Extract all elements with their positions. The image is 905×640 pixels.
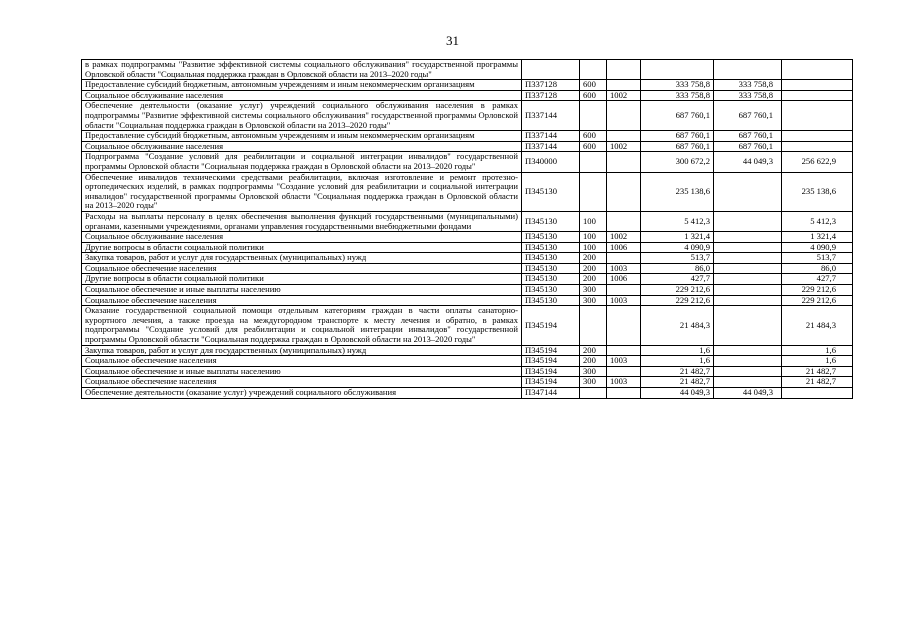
row-description: Закупка товаров, работ и услуг для государственных (муниципальных) нужд xyxy=(82,253,522,264)
row-expense-type xyxy=(580,60,607,80)
row-description: Подпрограмма "Создание условий для реабилитации и социальной интеграции инвалидов" государственной программы Орловской области "Социальная поддержка граждан в Орловской области на 2013–2020 годы" xyxy=(82,152,522,172)
row-amount-1 xyxy=(714,172,782,211)
row-description: Предоставление субсидий бюджетным, автономным учреждениям и иным некоммерческим организациям xyxy=(82,131,522,142)
row-amount-2: 21 482,7 xyxy=(782,366,853,377)
table-row xyxy=(82,295,853,306)
row-amount-2: 229 212,6 xyxy=(782,295,853,306)
page-number: 31 xyxy=(446,33,459,48)
row-amount-1: 687 760,1 xyxy=(714,101,782,131)
row-expense-type: 300 xyxy=(580,377,607,388)
row-amount-2 xyxy=(782,90,853,101)
row-expense-type: 300 xyxy=(580,295,607,306)
row-total-amount: 44 049,3 xyxy=(641,388,714,399)
row-target-code: П347144 xyxy=(522,388,580,399)
row-description: Предоставление субсидий бюджетным, автономным учреждениям и иным некоммерческим организациям xyxy=(82,80,522,91)
table-row xyxy=(82,152,853,172)
row-amount-1: 687 760,1 xyxy=(714,141,782,152)
row-description: Другие вопросы в области социальной политики xyxy=(82,274,522,285)
row-amount-1 xyxy=(714,242,782,253)
table-row xyxy=(82,274,853,285)
row-expense-type: 100 xyxy=(580,211,607,231)
row-total-amount: 513,7 xyxy=(641,253,714,264)
row-expense-type: 200 xyxy=(580,263,607,274)
row-description: Социальное обеспечение и иные выплаты населению xyxy=(82,366,522,377)
row-description: Оказание государственной социальной помощи отдельным категориям граждан в части оплаты санаторно-курортного лечения, а также проезда на междугородном транспорте к месту лечения и обратно, в рамках подпрограммы "Создание условий для реабилитации и социальной интеграции инвалидов" государственной программы Орловской области "Социальная поддержка граждан в Орловской области на 2013–2020 годы" xyxy=(82,306,522,345)
row-target-code: П345130 xyxy=(522,274,580,285)
row-description: Социальное обслуживание населения xyxy=(82,141,522,152)
row-total-amount: 687 760,1 xyxy=(641,131,714,142)
row-description: Социальное обслуживание населения xyxy=(82,232,522,243)
row-amount-2 xyxy=(782,388,853,399)
row-expense-type: 200 xyxy=(580,253,607,264)
row-amount-1 xyxy=(714,211,782,231)
row-total-amount: 1,6 xyxy=(641,356,714,367)
row-amount-2 xyxy=(782,141,853,152)
row-amount-2: 1 321,4 xyxy=(782,232,853,243)
row-total-amount: 687 760,1 xyxy=(641,101,714,131)
row-total-amount xyxy=(641,60,714,80)
row-target-code: П345130 xyxy=(522,242,580,253)
row-total-amount: 687 760,1 xyxy=(641,141,714,152)
row-amount-2 xyxy=(782,60,853,80)
row-expense-type: 100 xyxy=(580,232,607,243)
row-total-amount: 21 482,7 xyxy=(641,377,714,388)
row-expense-type: 200 xyxy=(580,345,607,356)
row-section-code: 1006 xyxy=(607,274,641,285)
row-amount-2: 256 622,9 xyxy=(782,152,853,172)
row-section-code: 1006 xyxy=(607,242,641,253)
row-amount-2: 21 482,7 xyxy=(782,377,853,388)
row-amount-2: 86,0 xyxy=(782,263,853,274)
row-target-code: П345130 xyxy=(522,285,580,296)
row-target-code: П337144 xyxy=(522,141,580,152)
row-total-amount: 86,0 xyxy=(641,263,714,274)
row-target-code: П337144 xyxy=(522,101,580,131)
row-section-code: 1003 xyxy=(607,295,641,306)
row-expense-type: 200 xyxy=(580,356,607,367)
row-section-code xyxy=(607,285,641,296)
table-row xyxy=(82,263,853,274)
row-expense-type: 100 xyxy=(580,242,607,253)
budget-table xyxy=(81,59,853,399)
table-row xyxy=(82,101,853,131)
row-target-code: П345194 xyxy=(522,356,580,367)
row-amount-2: 235 138,6 xyxy=(782,172,853,211)
table-row xyxy=(82,388,853,399)
row-total-amount: 229 212,6 xyxy=(641,295,714,306)
row-expense-type: 600 xyxy=(580,80,607,91)
row-amount-1 xyxy=(714,345,782,356)
table-row xyxy=(82,356,853,367)
row-total-amount: 5 412,3 xyxy=(641,211,714,231)
row-section-code: 1002 xyxy=(607,141,641,152)
row-amount-1 xyxy=(714,253,782,264)
row-target-code: П337128 xyxy=(522,80,580,91)
row-expense-type: 200 xyxy=(580,274,607,285)
row-description: Социальное обеспечение населения xyxy=(82,263,522,274)
row-total-amount: 1,6 xyxy=(641,345,714,356)
row-amount-1 xyxy=(714,263,782,274)
table-row xyxy=(82,211,853,231)
row-description: Социальное обеспечение населения xyxy=(82,295,522,306)
row-total-amount: 1 321,4 xyxy=(641,232,714,243)
row-expense-type: 600 xyxy=(580,90,607,101)
row-amount-2: 1,6 xyxy=(782,356,853,367)
row-description: Обеспечение деятельности (оказание услуг) учреждений социального обслуживания населения в рамках подпрограммы "Развитие эффективной системы социального обслуживания" государственной программы Орловской области "Социальная поддержка граждан в Орловской области на 2013–2020 годы" xyxy=(82,101,522,131)
row-expense-type: 600 xyxy=(580,131,607,142)
row-section-code xyxy=(607,152,641,172)
row-amount-1 xyxy=(714,232,782,243)
row-section-code xyxy=(607,306,641,345)
row-target-code: П337128 xyxy=(522,90,580,101)
table-row xyxy=(82,80,853,91)
row-section-code xyxy=(607,101,641,131)
table-row xyxy=(82,377,853,388)
row-section-code: 1002 xyxy=(607,232,641,243)
row-section-code xyxy=(607,366,641,377)
row-amount-2: 427,7 xyxy=(782,274,853,285)
row-amount-1: 44 049,3 xyxy=(714,388,782,399)
table-row xyxy=(82,232,853,243)
row-section-code xyxy=(607,172,641,211)
row-amount-1 xyxy=(714,274,782,285)
row-amount-2: 5 412,3 xyxy=(782,211,853,231)
row-expense-type xyxy=(580,172,607,211)
row-target-code: П345194 xyxy=(522,377,580,388)
row-total-amount: 300 672,2 xyxy=(641,152,714,172)
row-total-amount: 229 212,6 xyxy=(641,285,714,296)
row-section-code xyxy=(607,211,641,231)
row-amount-1: 687 760,1 xyxy=(714,131,782,142)
row-total-amount: 333 758,8 xyxy=(641,80,714,91)
row-amount-2: 4 090,9 xyxy=(782,242,853,253)
table-row xyxy=(82,253,853,264)
row-section-code xyxy=(607,80,641,91)
row-expense-type xyxy=(580,101,607,131)
row-description: Социальное обеспечение и иные выплаты населению xyxy=(82,285,522,296)
row-target-code: П345130 xyxy=(522,232,580,243)
row-description: Обеспечение инвалидов техническими средствами реабилитации, включая изготовление и ремонт протезно-ортопедических изделий, в рамках подпрограммы "Создание условий для реабилитации и социальной интеграции инвалидов" государственной программы Орловской области "Социальная поддержка граждан в Орловской области на 2013–2020 годы" xyxy=(82,172,522,211)
table-row xyxy=(82,285,853,296)
row-section-code: 1003 xyxy=(607,377,641,388)
table-row xyxy=(82,172,853,211)
row-target-code: П345130 xyxy=(522,172,580,211)
row-amount-2: 513,7 xyxy=(782,253,853,264)
row-amount-1 xyxy=(714,285,782,296)
row-amount-1 xyxy=(714,306,782,345)
row-amount-1 xyxy=(714,366,782,377)
row-total-amount: 21 482,7 xyxy=(641,366,714,377)
row-expense-type xyxy=(580,306,607,345)
row-expense-type xyxy=(580,388,607,399)
row-amount-2: 1,6 xyxy=(782,345,853,356)
row-amount-1: 333 758,8 xyxy=(714,90,782,101)
row-section-code xyxy=(607,60,641,80)
table-row xyxy=(82,366,853,377)
row-target-code xyxy=(522,60,580,80)
row-amount-2 xyxy=(782,131,853,142)
row-amount-2: 229 212,6 xyxy=(782,285,853,296)
row-amount-1 xyxy=(714,60,782,80)
row-target-code: П345130 xyxy=(522,263,580,274)
row-description: Закупка товаров, работ и услуг для государственных (муниципальных) нужд xyxy=(82,345,522,356)
row-total-amount: 235 138,6 xyxy=(641,172,714,211)
table-row xyxy=(82,131,853,142)
row-target-code: П345130 xyxy=(522,295,580,306)
table-row xyxy=(82,90,853,101)
row-target-code: П340000 xyxy=(522,152,580,172)
row-description: Социальное обслуживание населения xyxy=(82,90,522,101)
row-expense-type: 300 xyxy=(580,366,607,377)
row-total-amount: 21 484,3 xyxy=(641,306,714,345)
table-row xyxy=(82,141,853,152)
row-description: Расходы на выплаты персоналу в целях обеспечения выполнения функций государственными (муниципальными) органами, казенными учреждениями, органами управления государственными внебюджетными фондами xyxy=(82,211,522,231)
row-description: в рамках подпрограммы "Развитие эффективной системы социального обслуживания" государственной программы Орловской области "Социальная поддержка граждан в Орловской области на 2013–2020 годы" xyxy=(82,60,522,80)
row-total-amount: 427,7 xyxy=(641,274,714,285)
row-amount-1: 333 758,8 xyxy=(714,80,782,91)
row-target-code: П345194 xyxy=(522,366,580,377)
row-section-code xyxy=(607,253,641,264)
row-total-amount: 4 090,9 xyxy=(641,242,714,253)
row-section-code xyxy=(607,131,641,142)
row-section-code xyxy=(607,388,641,399)
row-expense-type: 300 xyxy=(580,285,607,296)
row-amount-1: 44 049,3 xyxy=(714,152,782,172)
row-target-code: П345194 xyxy=(522,306,580,345)
row-amount-2: 21 484,3 xyxy=(782,306,853,345)
row-target-code: П337144 xyxy=(522,131,580,142)
row-target-code: П345130 xyxy=(522,253,580,264)
row-amount-1 xyxy=(714,295,782,306)
row-description: Социальное обеспечение населения xyxy=(82,377,522,388)
row-expense-type xyxy=(580,152,607,172)
table-row xyxy=(82,345,853,356)
row-amount-2 xyxy=(782,80,853,91)
table-row xyxy=(82,242,853,253)
row-section-code: 1003 xyxy=(607,263,641,274)
row-amount-1 xyxy=(714,356,782,367)
row-total-amount: 333 758,8 xyxy=(641,90,714,101)
row-description: Обеспечение деятельности (оказание услуг) учреждений социального обслуживания xyxy=(82,388,522,399)
row-target-code: П345194 xyxy=(522,345,580,356)
row-description: Другие вопросы в области социальной политики xyxy=(82,242,522,253)
row-section-code: 1002 xyxy=(607,90,641,101)
table-row xyxy=(82,60,853,80)
row-section-code xyxy=(607,345,641,356)
budget-table-body xyxy=(82,60,853,399)
row-section-code: 1003 xyxy=(607,356,641,367)
row-amount-1 xyxy=(714,377,782,388)
row-target-code: П345130 xyxy=(522,211,580,231)
row-description: Социальное обеспечение населения xyxy=(82,356,522,367)
table-row xyxy=(82,306,853,345)
row-amount-2 xyxy=(782,101,853,131)
row-expense-type: 600 xyxy=(580,141,607,152)
